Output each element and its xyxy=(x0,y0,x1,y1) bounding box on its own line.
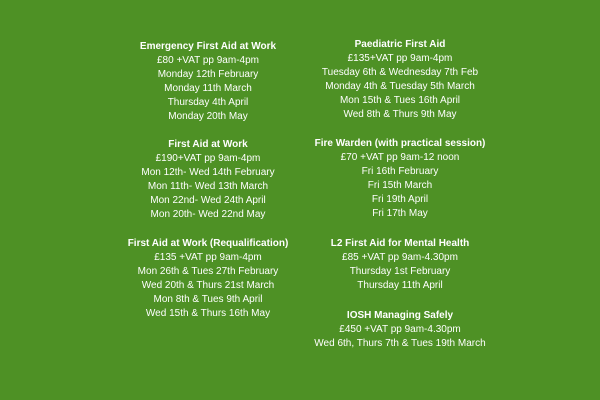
course-date: Thursday 1st February xyxy=(349,265,451,277)
course-title: Paediatric First Aid xyxy=(354,39,446,50)
course-price: £190+VAT pp 9am-4pm xyxy=(155,152,261,164)
course-title: L2 First Aid for Mental Health xyxy=(330,238,470,249)
course-title: Fire Warden (with practical session) xyxy=(314,138,486,149)
course-title: First Aid at Work xyxy=(168,139,248,150)
course-iosh-managing-safely xyxy=(290,309,510,351)
course-first-aid-requalification xyxy=(108,237,308,320)
course-first-aid-at-work xyxy=(108,138,308,221)
course-fire-warden xyxy=(295,137,505,220)
course-date: Wed 8th & Thurs 9th May xyxy=(343,108,457,120)
course-date: Monday 12th February xyxy=(157,68,259,80)
course-date: Mon 8th & Tues 9th April xyxy=(153,293,263,305)
course-date: Monday 20th May xyxy=(168,110,248,122)
course-date: Tuesday 6th & Wednesday 7th Feb xyxy=(321,66,479,78)
course-title: First Aid at Work (Requalification) xyxy=(127,238,289,249)
course-date: Mon 20th- Wed 22nd May xyxy=(150,208,266,220)
course-date: Mon 12th- Wed 14th February xyxy=(141,166,275,178)
course-date: Fri 16th February xyxy=(361,165,439,177)
course-title: Emergency First Aid at Work xyxy=(139,41,277,52)
course-date: Thursday 4th April xyxy=(167,96,249,108)
course-date: Fri 17th May xyxy=(372,207,428,219)
course-date: Wed 20th & Thurs 21st March xyxy=(141,279,275,291)
course-date: Monday 11th March xyxy=(164,82,252,94)
course-mental-health-first-aid xyxy=(300,237,500,293)
course-date: Mon 11th- Wed 13th March xyxy=(147,180,269,192)
course-date: Mon 26th & Tues 27th February xyxy=(137,265,279,277)
course-price: £450 +VAT pp 9am-4.30pm xyxy=(339,323,461,335)
course-price: £135 +VAT pp 9am-4pm xyxy=(154,251,262,263)
course-emergency-first-aid xyxy=(108,40,308,123)
course-date: Thursday 11th April xyxy=(357,279,443,291)
course-price: £135+VAT pp 9am-4pm xyxy=(347,52,453,64)
course-paediatric-first-aid xyxy=(300,38,500,121)
course-price: £85 +VAT pp 9am-4.30pm xyxy=(342,251,458,263)
course-date: Mon 22nd- Wed 24th April xyxy=(150,194,266,206)
course-price: £70 +VAT pp 9am-12 noon xyxy=(340,151,460,163)
course-date: Fri 15th March xyxy=(367,179,433,191)
course-date: Monday 4th & Tuesday 5th March xyxy=(325,80,475,92)
course-date: Mon 15th & Tues 16th April xyxy=(339,94,461,106)
course-date: Wed 6th, Thurs 7th & Tues 19th March xyxy=(314,337,486,349)
course-date: Fri 19th April xyxy=(371,193,429,205)
course-title: IOSH Managing Safely xyxy=(346,310,454,321)
course-price: £80 +VAT pp 9am-4pm xyxy=(156,54,259,66)
course-date: Wed 15th & Thurs 16th May xyxy=(145,307,271,319)
